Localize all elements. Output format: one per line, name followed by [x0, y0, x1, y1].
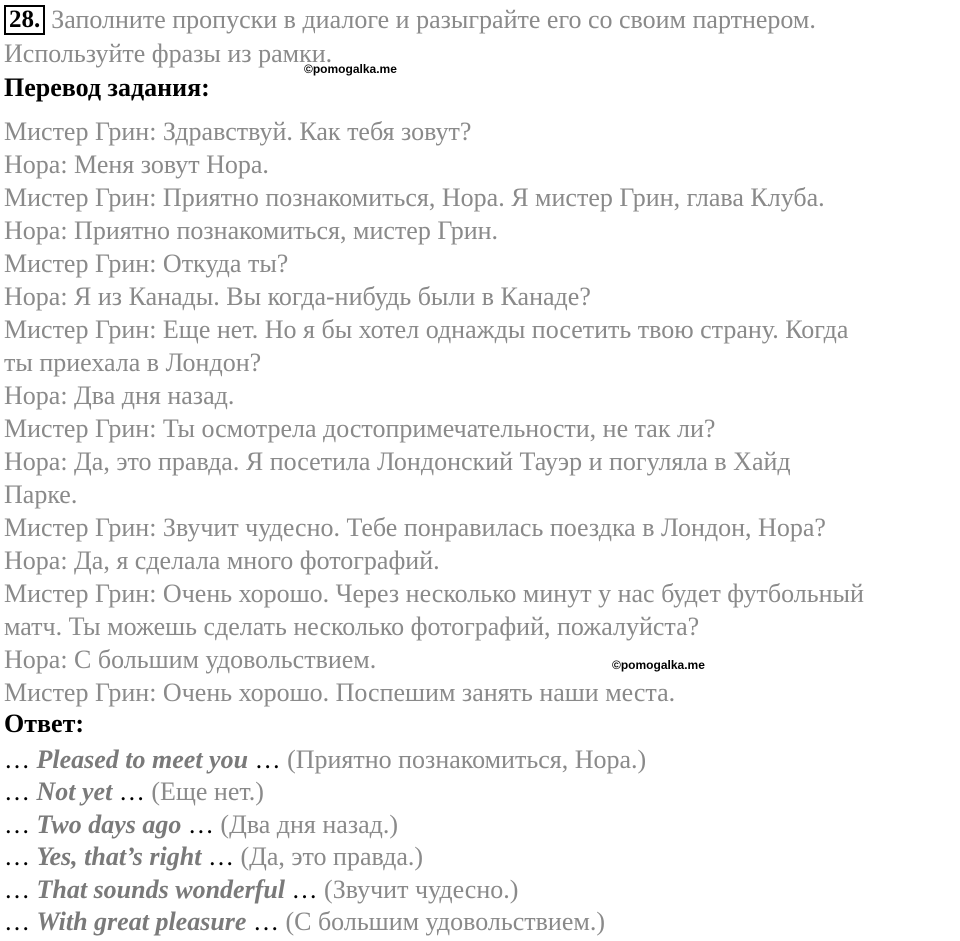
answer-translation: (Приятно познакомиться, Нора.): [287, 745, 647, 774]
answer-item: [4, 874, 518, 906]
answer-item: [4, 809, 398, 841]
answer-translation: (Звучит чудесно.): [324, 875, 519, 904]
ellipsis: …: [254, 745, 281, 774]
translation-heading: Перевод задания:: [4, 73, 210, 102]
answer-item: [4, 776, 264, 808]
ellipsis: …: [4, 777, 30, 806]
answer-translation: (Да, это правда.): [240, 842, 424, 871]
ellipsis: …: [187, 810, 214, 839]
dialogue-line: матч. Ты можешь сделать несколько фотографий, пожалуйста?: [4, 612, 700, 641]
answer-phrase: Pleased to meet you: [36, 745, 249, 774]
task-instruction-text: Заполните пропуски в диалоге и разыграйте его со своим партнером.: [51, 5, 816, 34]
answer-phrase: With great pleasure: [36, 907, 247, 936]
ellipsis: …: [4, 907, 30, 936]
dialogue-line: Парке.: [4, 480, 78, 509]
answer-phrase: Yes, that’s right: [36, 842, 202, 871]
ellipsis: …: [4, 810, 30, 839]
answer-translation: (Два дня назад.): [220, 810, 399, 839]
answer-heading: Ответ:: [4, 709, 85, 738]
dialogue-line: Мистер Грин: Здравствуй. Как тебя зовут?: [4, 117, 472, 146]
answer-phrase: That sounds wonderful: [36, 875, 286, 904]
dialogue-line: Нора: Два дня назад.: [4, 381, 235, 410]
dialogue-line: Мистер Грин: Очень хорошо. Поспешим занять наши места.: [4, 678, 676, 707]
ellipsis: …: [118, 777, 145, 806]
answer-phrase: Two days ago: [36, 810, 182, 839]
watermark-middle: ©pomogalka.me: [612, 658, 705, 672]
dialogue-line: Мистер Грин: Еще нет. Но я бы хотел однажды посетить твою страну. Когда: [4, 315, 849, 344]
answer-phrase: Not yet: [36, 777, 113, 806]
task-number-badge: 28.: [4, 5, 45, 35]
task-instruction-line-2: Используйте фразы из рамки.: [4, 39, 333, 68]
ellipsis: …: [291, 875, 318, 904]
ellipsis: …: [4, 842, 30, 871]
dialogue-line: Нора: Я из Канады. Вы когда-нибудь были в Канаде?: [4, 282, 591, 311]
dialogue-line: Нора: Приятно познакомиться, мистер Грин.: [4, 216, 499, 245]
dialogue-line: Мистер Грин: Очень хорошо. Через несколько минут у нас будет футбольный: [4, 579, 864, 608]
ellipsis: …: [4, 875, 30, 904]
task-instruction-line-1: [4, 4, 816, 36]
ellipsis: …: [4, 745, 30, 774]
dialogue-line: Нора: Меня зовут Нора.: [4, 150, 269, 179]
dialogue-line: Нора: Да, я сделала много фотографий.: [4, 546, 440, 575]
answer-item: [4, 744, 646, 776]
answer-translation: (С большим удовольствием.): [285, 907, 605, 936]
dialogue-line: ты приехала в Лондон?: [4, 348, 262, 377]
dialogue-line: Нора: Да, это правда. Я посетила Лондонский Тауэр и погуляла в Хайд: [4, 447, 791, 476]
answer-item: [4, 906, 605, 938]
dialogue-line: Нора: С большим удовольствием.: [4, 645, 377, 674]
dialogue-line: Мистер Грин: Откуда ты?: [4, 249, 289, 278]
ellipsis: …: [207, 842, 234, 871]
ellipsis: …: [252, 907, 279, 936]
dialogue-line: Мистер Грин: Звучит чудесно. Тебе понравилась поездка в Лондон, Нора?: [4, 513, 826, 542]
dialogue-line: Мистер Грин: Приятно познакомиться, Нора. Я мистер Грин, глава Клуба.: [4, 183, 825, 212]
answer-translation: (Еще нет.): [151, 777, 264, 806]
answer-item: [4, 841, 423, 873]
dialogue-line: Мистер Грин: Ты осмотрела достопримечательности, не так ли?: [4, 414, 716, 443]
watermark-top: ©pomogalka.me: [304, 62, 397, 76]
